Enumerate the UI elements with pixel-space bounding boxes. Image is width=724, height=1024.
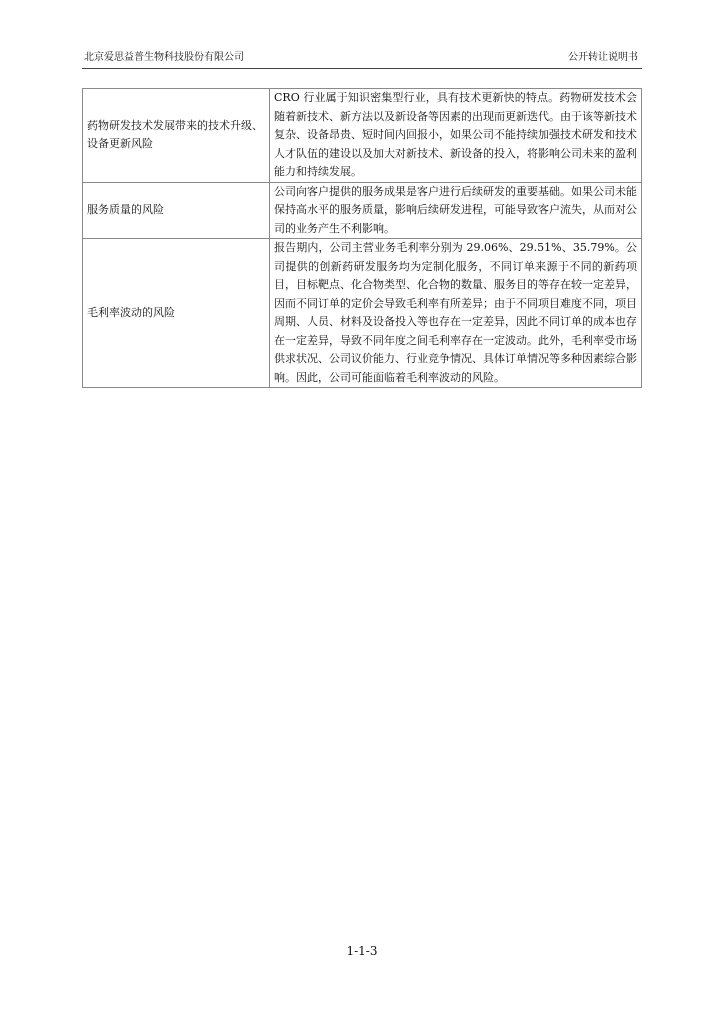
- company-name: 北京爱思益普生物科技股份有限公司: [84, 52, 244, 63]
- table-row: [83, 182, 642, 239]
- page-number: 1-1-3: [346, 944, 378, 958]
- risk-name: 药物研发技术发展带来的技术升级、设备更新风险: [83, 89, 270, 183]
- document-type: 公开转让说明书: [568, 52, 638, 63]
- risk-name: 服务质量的风险: [83, 182, 270, 239]
- risk-description: 公司向客户提供的服务成果是客户进行后续研发的重要基础。如果公司未能保持高水平的服务质量，影响后续研发进程，可能导致客户流失，从而对公司的业务产生不利影响。: [270, 182, 642, 239]
- table-row: [83, 89, 642, 183]
- table-row: [83, 239, 642, 388]
- risk-name: 毛利率波动的风险: [83, 239, 270, 388]
- risk-description: CRO 行业属于知识密集型行业，具有技术更新快的特点。药物研发技术会随着新技术、新方法以及新设备等因素的出现而更新迭代。由于该等新技术复杂、设备昂贵、短时间内回报小，如果公司不能持续加强技术研发和技术人才队伍的建设以及加大对新技术、新设备的投入，将影响公司未来的盈利能力和持续发展。: [270, 89, 642, 183]
- page-header: [82, 48, 642, 69]
- risk-description: 报告期内，公司主营业务毛利率分别为 29.06%、29.51%、35.79%。公司提供的创新药研发服务均为定制化服务，不同订单来源于不同的新药项目，目标靶点、化合物类型、化合物的数量、服务目的等存在较一定差异，因而不同订单的定价会导致毛利率有所差异；由于不同项目难度不同，项目周期、人员、材料及设备投入等也存在一定差异，因此不同订单的成本也存在一定差异，导致不同年度之间毛利率存在一定波动。此外，毛利率受市场供求状况、公司议价能力、行业竞争情况、具体订单情况等多种因素综合影响。因此，公司可能面临着毛利率波动的风险。: [270, 239, 642, 388]
- risk-table: [82, 88, 642, 388]
